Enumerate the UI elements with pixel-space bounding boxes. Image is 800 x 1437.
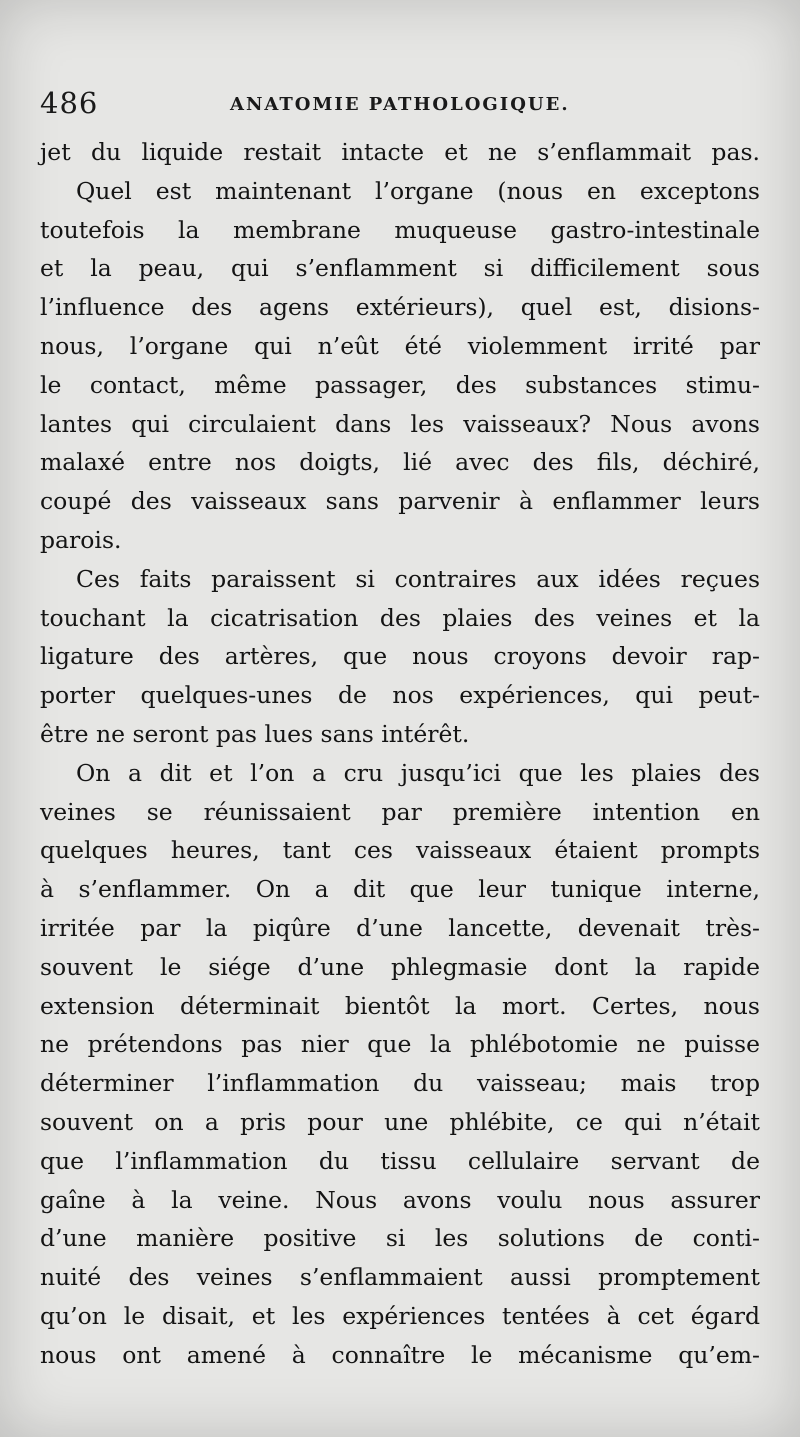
text-line: et la peau, qui s’enflamment si difficilement sous: [40, 254, 760, 283]
text-line: souvent on a pris pour une phlébite, ce qui n’était: [40, 1107, 760, 1136]
text-line: nous ont amené à connaître le mécanisme qu’em-: [40, 1340, 760, 1369]
text-line: nuité des veines s’enflammaient aussi promptement: [40, 1263, 760, 1292]
text-line: quelques heures, tant ces vaisseaux étaient prompts: [40, 836, 760, 865]
text-line: à s’enflammer. On a dit que leur tunique interne,: [40, 875, 760, 904]
page-number: 486: [40, 86, 99, 120]
text-line: extension déterminait bientôt la mort. Certes, nous: [40, 991, 760, 1020]
text-line: veines se réunissaient par première intention en: [40, 797, 760, 826]
text-line: porter quelques-unes de nos expériences, qui peut-: [40, 681, 760, 710]
text-line: lantes qui circulaient dans les vaisseaux? Nous avons: [40, 409, 760, 438]
text-line: jet du liquide restait intacte et ne s’enflammait pas.: [40, 138, 760, 166]
running-title: ANATOMIE PATHOLOGIQUE.: [230, 94, 570, 115]
text-line: être ne seront pas lues sans intérêt.: [40, 719, 470, 748]
text-line: Quel est maintenant l’organe (nous en exceptons: [76, 176, 760, 205]
text-line: souvent le siége d’une phlegmasie dont la rapide: [40, 952, 760, 981]
text-line: l’influence des agens extérieurs), quel est, disions-: [40, 293, 760, 322]
text-line: ligature des artères, que nous croyons devoir rap-: [40, 642, 760, 671]
text-line: touchant la cicatrisation des plaies des veines et la: [40, 603, 760, 632]
text-line: coupé des vaisseaux sans parvenir à enflammer leurs: [40, 487, 760, 516]
text-line: toutefois la membrane muqueuse gastro-intestinale: [40, 215, 760, 244]
text-line: Ces faits paraissent si contraires aux idées reçues: [76, 564, 760, 593]
text-line: le contact, même passager, des substances stimu-: [40, 370, 760, 399]
text-line: gaîne à la veine. Nous avons voulu nous assurer: [40, 1185, 760, 1214]
text-line: déterminer l’inflammation du vaisseau; mais trop: [40, 1069, 760, 1098]
text-line: parois.: [40, 525, 122, 554]
text-line: d’une manière positive si les solutions de conti-: [40, 1224, 760, 1253]
text-line: malaxé entre nos doigts, lié avec des fils, déchiré,: [40, 448, 760, 477]
text-line: irritée par la piqûre d’une lancette, devenait très-: [40, 913, 760, 942]
body-text: [40, 133, 760, 1375]
text-line: ne prétendons pas nier que la phlébotomie ne puisse: [40, 1030, 760, 1059]
text-line: que l’inflammation du tissu cellulaire servant de: [40, 1146, 760, 1175]
text-line: On a dit et l’on a cru jusqu’ici que les plaies des: [76, 758, 760, 787]
text-line: qu’on le disait, et les expériences tentées à cet égard: [40, 1301, 760, 1330]
text-line: nous, l’organe qui n’eût été violemment irrité par: [40, 331, 760, 360]
running-head: [40, 86, 760, 126]
